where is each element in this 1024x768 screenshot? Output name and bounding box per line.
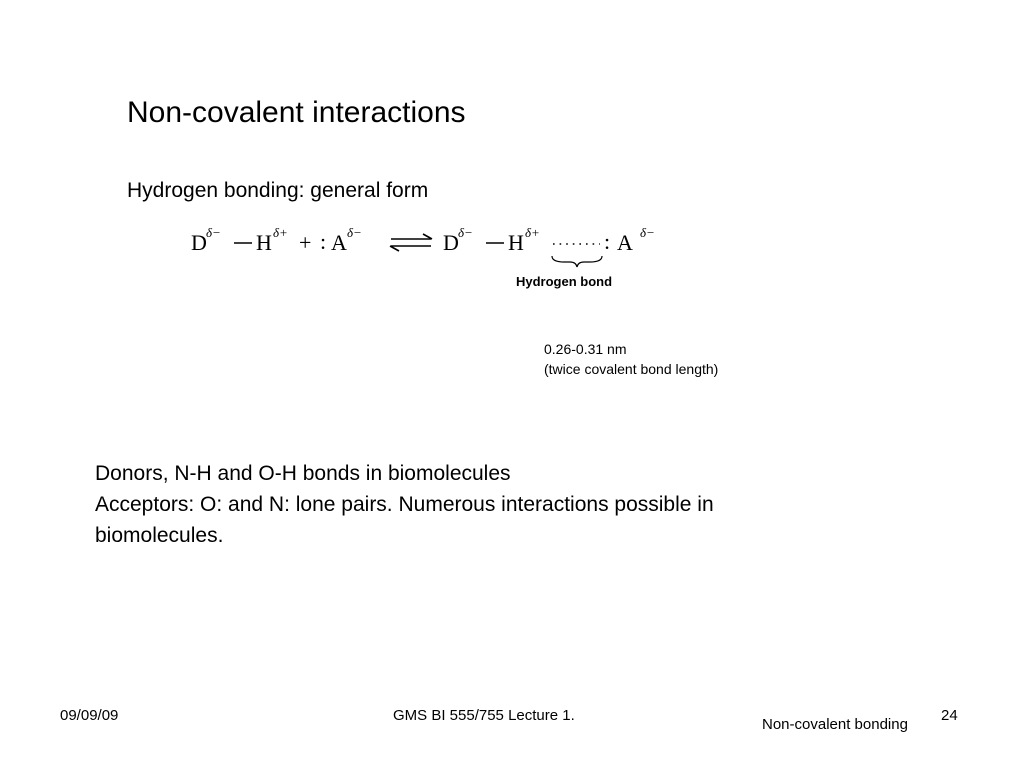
eq-right-acceptor-charge: δ−: [640, 225, 655, 240]
footer-page-number: 24: [941, 707, 958, 724]
eq-left-lone-pair: :: [320, 229, 327, 254]
eq-left-donor: D: [191, 230, 207, 255]
slide-subtitle: Hydrogen bonding: general form: [127, 179, 429, 202]
hydrogen-bond-equation: [186, 220, 686, 300]
footer-topic: Non-covalent bonding: [762, 716, 908, 733]
eq-left-donor-charge: δ−: [206, 225, 221, 240]
eq-left-hydrogen: H: [256, 230, 272, 255]
eq-right-lone-pair: :: [604, 229, 611, 254]
bond-length-note: [544, 339, 718, 379]
footer-course: GMS BI 555/755 Lecture 1.: [393, 707, 575, 724]
footer-date: 09/09/09: [60, 707, 119, 724]
body-line-acceptors: Acceptors: O: and N: lone pairs. Numerous interactions possible in: [95, 493, 714, 516]
bond-length-value: 0.26-0.31 nm: [544, 341, 627, 357]
bond-length-comparison: (twice covalent bond length): [544, 361, 719, 377]
eq-left-acceptor-charge: δ−: [347, 225, 362, 240]
eq-right-hydrogen: H: [508, 230, 524, 255]
eq-right-acceptor: A: [617, 230, 633, 255]
body-line-donors: Donors, N-H and O-H bonds in biomolecules: [95, 462, 511, 485]
eq-right-donor-charge: δ−: [458, 225, 473, 240]
equation-graphic: [186, 220, 686, 300]
slide-body: [95, 458, 895, 551]
eq-right-hydrogen-charge: δ+: [525, 225, 540, 240]
eq-left-acceptor: A: [331, 230, 347, 255]
eq-plus: +: [299, 230, 312, 255]
body-line-continuation: biomolecules.: [95, 524, 224, 547]
eq-right-donor: D: [443, 230, 459, 255]
eq-left-hydrogen-charge: δ+: [273, 225, 288, 240]
slide-title: Non-covalent interactions: [127, 96, 466, 129]
hydrogen-bond-brace-icon: [552, 256, 602, 267]
hydrogen-bond-label: Hydrogen bond: [516, 274, 613, 289]
equilibrium-arrows-icon: [390, 234, 432, 251]
